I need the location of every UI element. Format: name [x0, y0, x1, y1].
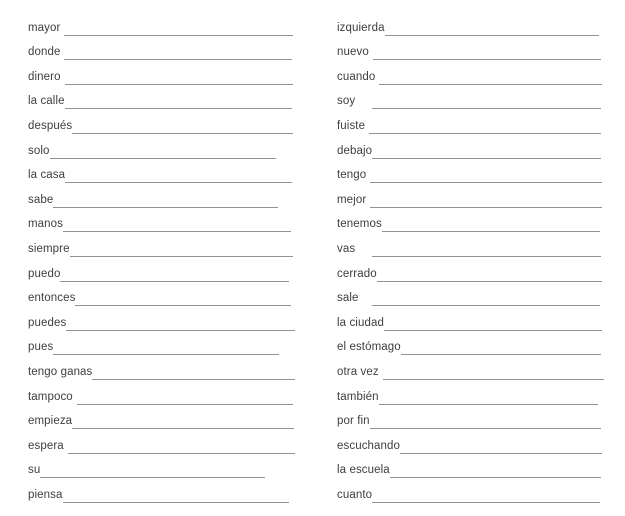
worksheet-row — [337, 159, 602, 184]
vocab-word: puedes — [28, 316, 67, 329]
vocab-word: mayor — [28, 21, 61, 34]
worksheet-row — [28, 429, 295, 454]
vocab-word: empieza — [28, 415, 73, 428]
worksheet-row — [337, 183, 602, 208]
vocab-word: otra vez — [337, 365, 379, 378]
worksheet-column-right — [337, 11, 604, 503]
worksheet-row — [337, 257, 602, 282]
answer-blank-line — [372, 255, 601, 257]
vocab-word: la calle — [28, 95, 65, 108]
worksheet-row — [28, 109, 293, 134]
worksheet-row — [28, 85, 292, 110]
answer-blank-line — [64, 34, 293, 36]
answer-blank-line — [64, 58, 292, 60]
answer-blank-line — [379, 83, 602, 85]
worksheet-row — [337, 109, 601, 134]
vocab-word: cerrado — [337, 267, 377, 280]
answer-blank-line — [372, 157, 601, 159]
worksheet-row — [28, 282, 291, 307]
answer-blank-line — [70, 255, 293, 257]
answer-blank-line — [382, 230, 600, 232]
worksheet-row — [28, 380, 293, 405]
answer-blank-line — [63, 501, 290, 503]
answer-blank-line — [400, 452, 602, 454]
answer-blank-line — [65, 107, 292, 109]
vocab-word: también — [337, 390, 379, 403]
answer-blank-line — [373, 58, 601, 60]
worksheet-row — [337, 36, 601, 61]
answer-blank-line — [72, 132, 293, 134]
vocab-word: escuchando — [337, 439, 401, 452]
vocab-word: sale — [337, 292, 359, 305]
worksheet-row — [28, 454, 265, 479]
vocab-word: la ciudad — [337, 316, 384, 329]
worksheet-row — [337, 454, 601, 479]
answer-blank-line — [77, 403, 293, 405]
worksheet-column-left — [28, 11, 295, 503]
answer-blank-line — [66, 329, 295, 331]
worksheet-row — [28, 331, 279, 356]
vocab-word: entonces — [28, 292, 76, 305]
vocab-word: debajo — [337, 144, 373, 157]
vocab-word: piensa — [28, 488, 63, 501]
vocab-word: izquierda — [337, 21, 385, 34]
answer-blank-line — [370, 206, 602, 208]
vocab-word: solo — [28, 144, 50, 157]
worksheet-row — [28, 355, 295, 380]
worksheet-row — [28, 183, 278, 208]
answer-blank-line — [60, 280, 289, 282]
worksheet-row — [28, 306, 295, 331]
answer-blank-line — [370, 181, 602, 183]
worksheet-row — [337, 282, 600, 307]
answer-blank-line — [401, 353, 601, 355]
worksheet-row — [28, 257, 289, 282]
vocab-word: fuiste — [337, 119, 366, 132]
worksheet-row — [28, 208, 291, 233]
vocab-word: soy — [337, 95, 356, 108]
answer-blank-line — [369, 132, 601, 134]
vocab-word: dinero — [28, 70, 61, 83]
answer-blank-line — [53, 206, 278, 208]
worksheet-row — [337, 208, 600, 233]
vocab-word: espera — [28, 439, 64, 452]
vocab-word: vas — [337, 242, 356, 255]
vocab-word: donde — [28, 46, 61, 59]
vocab-word: cuanto — [337, 488, 373, 501]
vocab-word: cuando — [337, 70, 376, 83]
vocab-word: pues — [28, 341, 54, 354]
vocab-word: tengo ganas — [28, 365, 93, 378]
worksheet-row — [337, 405, 601, 430]
vocab-word: manos — [28, 218, 64, 231]
worksheet-row — [337, 60, 602, 85]
answer-blank-line — [68, 452, 295, 454]
vocab-word: después — [28, 119, 73, 132]
answer-blank-line — [92, 378, 295, 380]
vocab-word: el estómago — [337, 341, 401, 354]
worksheet-row — [337, 306, 602, 331]
answer-blank-line — [372, 304, 600, 306]
vocab-word: tampoco — [28, 390, 73, 403]
answer-blank-line — [65, 181, 292, 183]
worksheet-row — [28, 478, 289, 503]
vocab-word: la casa — [28, 169, 66, 182]
worksheet-row — [337, 85, 601, 110]
vocab-word: puedo — [28, 267, 61, 280]
answer-blank-line — [385, 34, 599, 36]
answer-blank-line — [50, 157, 277, 159]
answer-blank-line — [379, 403, 598, 405]
worksheet-row — [337, 355, 604, 380]
answer-blank-line — [390, 476, 601, 478]
worksheet-row — [28, 232, 293, 257]
worksheet-row — [28, 60, 293, 85]
worksheet-row — [337, 380, 598, 405]
vocab-word: su — [28, 464, 41, 477]
worksheet-row — [337, 429, 602, 454]
worksheet-row — [337, 232, 601, 257]
answer-blank-line — [63, 230, 291, 232]
vocab-word: siempre — [28, 242, 70, 255]
vocab-word: sabe — [28, 193, 54, 206]
vocab-word: tenemos — [337, 218, 382, 231]
worksheet-row — [337, 134, 601, 159]
answer-blank-line — [377, 280, 602, 282]
answer-blank-line — [372, 107, 601, 109]
worksheet-row — [337, 478, 600, 503]
answer-blank-line — [40, 476, 265, 478]
answer-blank-line — [383, 378, 604, 380]
worksheet-row — [28, 11, 293, 36]
answer-blank-line — [72, 427, 294, 429]
vocab-word: tengo — [337, 169, 367, 182]
answer-blank-line — [53, 353, 279, 355]
worksheet-row — [337, 11, 599, 36]
worksheet-row — [28, 405, 294, 430]
answer-blank-line — [75, 304, 291, 306]
answer-blank-line — [65, 83, 293, 85]
worksheet-row — [28, 134, 276, 159]
answer-blank-line — [372, 501, 600, 503]
answer-blank-line — [384, 329, 602, 331]
vocab-word: por fin — [337, 415, 370, 428]
vocab-word: nuevo — [337, 46, 369, 59]
vocab-word: la escuela — [337, 464, 390, 477]
vocab-word: mejor — [337, 193, 367, 206]
answer-blank-line — [370, 427, 601, 429]
worksheet-row — [28, 159, 292, 184]
worksheet-row — [337, 331, 601, 356]
worksheet-row — [28, 36, 292, 61]
